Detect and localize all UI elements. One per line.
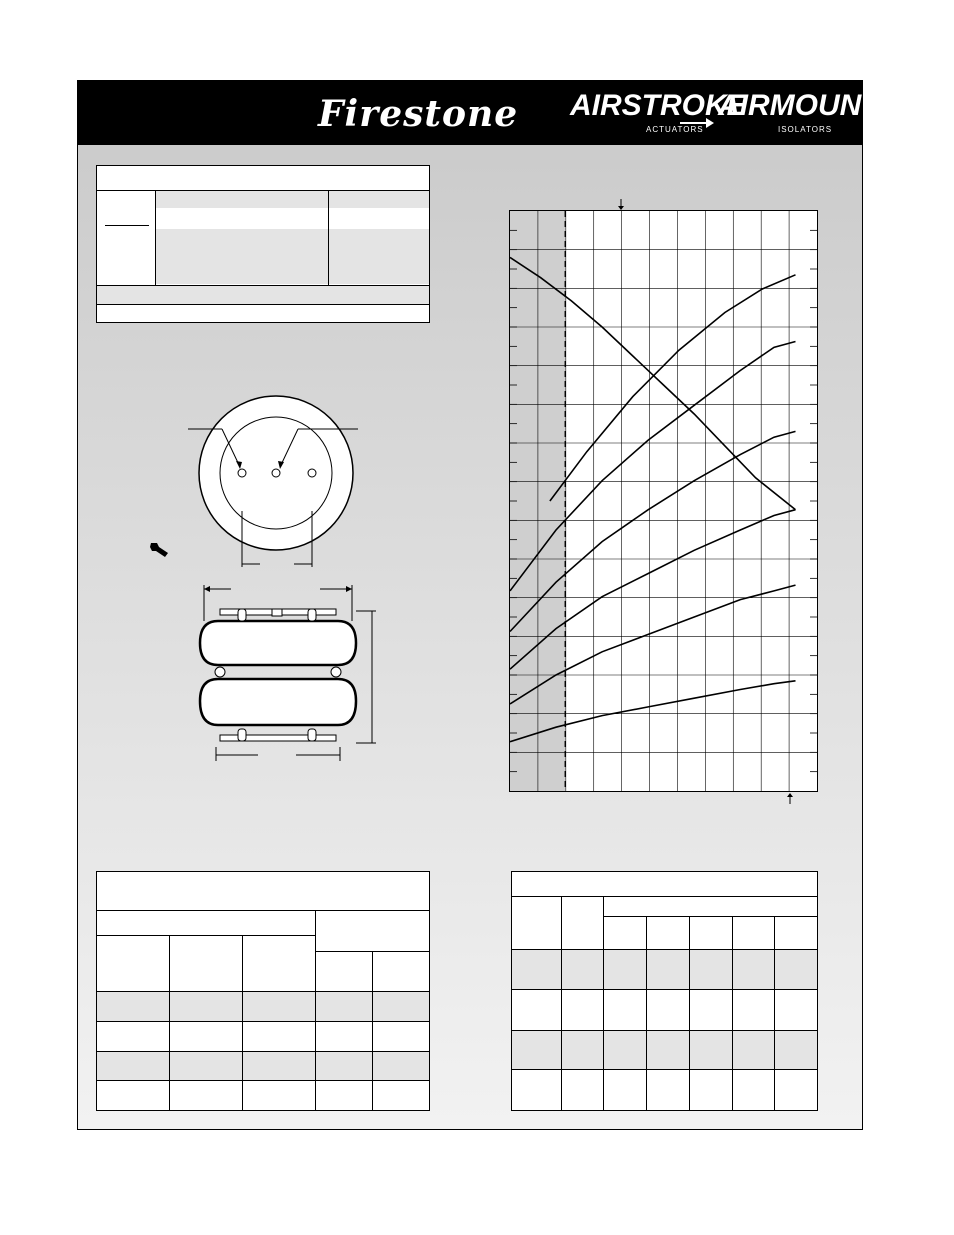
bottom-right-table: [511, 871, 818, 1111]
table-row-shade: [316, 992, 372, 1021]
table-row-shade: [243, 992, 315, 1021]
table-row-shade: [97, 992, 169, 1021]
table-row-shade: [733, 1030, 774, 1069]
table-row-shade: [373, 1051, 429, 1080]
table-row-shade: [647, 1030, 689, 1069]
table-row-shade: [170, 1051, 242, 1080]
spec-row-shade: [156, 191, 328, 208]
spec-row-shade: [156, 229, 328, 284]
table-row-shade: [775, 1030, 817, 1069]
chart-marker-bottom: [786, 792, 794, 804]
chart-marker-top: [617, 199, 625, 211]
side-view-drawing: [196, 581, 386, 766]
table-row-shade: [690, 950, 732, 989]
table-row-shade: [316, 1051, 372, 1080]
spec-table: [96, 165, 430, 323]
airstroke-logo: AIRSTROKE: [570, 89, 747, 122]
spec-row-shade: [329, 229, 429, 284]
airstroke-subtitle: ACTUATORS: [646, 125, 704, 134]
table-row-shade: [647, 950, 689, 989]
airmount-subtitle: ISOLATORS: [778, 125, 833, 134]
table-row-shade: [604, 950, 646, 989]
table-row-shade: [512, 1030, 561, 1069]
arrow-right-icon: [680, 117, 714, 129]
table-row-shade: [562, 950, 603, 989]
spec-row-shade: [329, 191, 429, 208]
chart-series-line-2: [550, 275, 796, 501]
table-row-shade: [604, 1030, 646, 1069]
table-row-shade: [512, 950, 561, 989]
chart-area: [509, 210, 818, 792]
header-bar: [78, 81, 880, 145]
table-row-shade: [733, 950, 774, 989]
top-view-drawing: [178, 391, 378, 571]
table-row-shade: [562, 1030, 603, 1069]
table-row-shade: [775, 950, 817, 989]
table-row-shade: [170, 992, 242, 1021]
airmount-logo: AIRMOUNT: [718, 89, 880, 122]
table-row-shade: [243, 1051, 315, 1080]
table-row-shade: [97, 1051, 169, 1080]
table-row-shade: [690, 1030, 732, 1069]
firestone-logo: Firestone: [318, 93, 519, 135]
datasheet-frame: [77, 80, 880, 1130]
spec-row-shade: [97, 286, 429, 304]
wrench-icon: [148, 541, 170, 563]
chart-svg: [510, 211, 817, 791]
table-row-shade: [373, 992, 429, 1021]
bottom-left-table: [96, 871, 430, 1111]
